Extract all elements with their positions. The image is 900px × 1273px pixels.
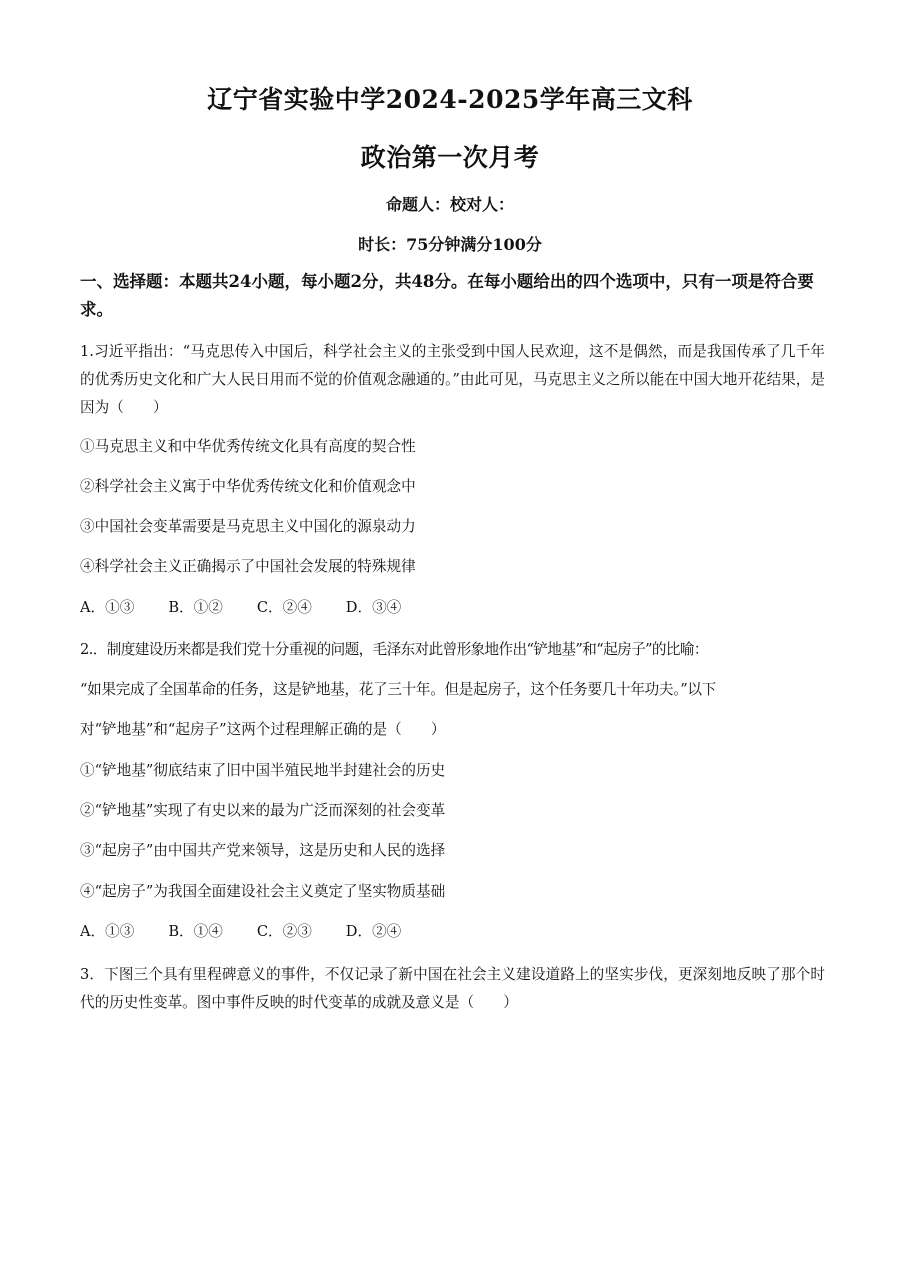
question-2-option-d: D．②④ (345, 923, 402, 940)
question-2-stem-line-2: “如果完成了全国革命的任务，这是铲地基，花了三十年。但是起房子，这个任务要几十年功夫。”以下 (80, 681, 716, 698)
question-2-option-b: B．①④ (168, 923, 223, 940)
question-3-stem: 3．下图三个具有里程碑意义的事件，不仅记录了新中国在社会主义建设道路上的坚实步伐，更深刻地反映了那个时代的历史性变革。图中事件反映的时代变革的成就及意义是（ ） (80, 966, 825, 1011)
question-2-stem-line-1: 2.．制度建设历来都是我们党十分重视的问题，毛泽东对此曾形象地作出“铲地基”和“起房子”的比喻： (80, 641, 708, 658)
exam-title-line2: 政治第一次月考 (360, 143, 540, 172)
question-2-option-c: C．②③ (256, 923, 312, 940)
question-2-item-3: ③“起房子”由中国共产党来领导，这是历史和人民的选择 (80, 842, 446, 859)
question-1-option-d: D．③④ (345, 599, 402, 616)
question-2-stem-line-3: 对“铲地基”和“起房子”这两个过程理解正确的是（ ） (80, 721, 446, 738)
question-2-item-1: ①“铲地基”彻底结束了旧中国半殖民地半封建社会的历史 (80, 762, 446, 779)
exam-authors: 命题人：校对人： (385, 195, 514, 214)
question-1-option-c: C．②④ (256, 599, 312, 616)
question-1-item-1: ①马克思主义和中华优秀传统文化具有高度的契合性 (80, 438, 416, 455)
question-1-options (80, 598, 435, 618)
question-1-item-2: ②科学社会主义寓于中华优秀传统文化和价值观念中 (80, 478, 416, 495)
section-instructions: 一、选择题：本题共24小题，每小题2分，共48分。在每小题给出的四个选项中，只有一项是符合要求。 (80, 272, 814, 319)
question-2-options (80, 922, 435, 942)
exam-title-line1: 辽宁省实验中学2024-2025学年高三文科 (207, 85, 693, 114)
question-2-item-2: ②“铲地基”实现了有史以来的最为广泛而深刻的社会变革 (80, 802, 446, 819)
question-1-item-3: ③中国社会变革需要是马克思主义中国化的源泉动力 (80, 518, 416, 535)
question-1-option-a: A．①③ (80, 599, 135, 616)
question-2-item-4: ④“起房子”为我国全面建设社会主义奠定了坚实物质基础 (80, 883, 446, 900)
exam-duration: 时长：75分钟满分100分 (358, 235, 542, 254)
question-2-option-a: A．①③ (80, 923, 135, 940)
question-1-option-b: B．①② (168, 599, 223, 616)
question-1-item-4: ④科学社会主义正确揭示了中国社会发展的特殊规律 (80, 558, 416, 575)
question-1-stem: 1.习近平指出：“马克思传入中国后，科学社会主义的主张受到中国人民欢迎，这不是偶然，而是我国传承了几千年的优秀历史文化和广大人民日用而不觉的价值观念融通的。”由此可见，马克思主义之所以能在中国大地开花结果，是因为（ ） (80, 343, 825, 416)
